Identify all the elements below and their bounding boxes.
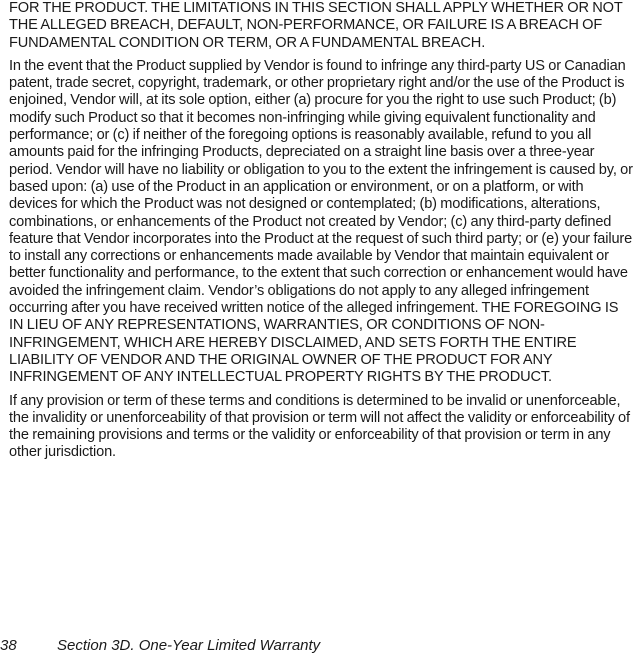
page-footer — [0, 636, 635, 655]
paragraph-limitations-continued: FOR THE PRODUCT. THE LIMITATIONS IN THIS SECTION SHALL APPLY WHETHER OR NOT THE ALLEGED BREACH, DEFAULT, NON-PERFORMANCE, OR FAILURE IS A BREACH OF FUNDAMENTAL CONDITION OR TERM, OR A FUNDAMENTAL BREACH. — [9, 0, 623, 51]
paragraph-severability: If any provision or term of these terms and conditions is determined to be invalid or unenforceable, the invalidity or unenforceability of that provision or term will not affect the validity or enforceability of the remaining provisions and terms or the validity or enforceability of that provision or term in any other jurisdiction. — [9, 392, 630, 461]
document-body — [9, 0, 635, 468]
page-number: 38 — [0, 637, 17, 654]
footer-section-title: Section 3D. One-Year Limited Warranty — [57, 637, 321, 654]
paragraph-infringement: In the event that the Product supplied by Vendor is found to infringe any third-party US or Canadian patent, trade secret, copyright, trademark, or other proprietary right and/or the use of the Product is enjoined, Vendor will, at its sole option, either (a) procure for you the right to use such Product; (b) modify such Product so that it becomes non-infringing while giving equivalent functionality and performance; or (c) if neither of the foregoing options is reasonably available, refund to you all amounts paid for the infringing Products, depreciated on a straight line basis over a three-year period. Vendor will have no liability or obligation to you to the extent the infringement is caused by, or based upon: (a) use of the Product in an application or environment, or on a platform, or with devices for which the Product was not designed or contemplated; (b) modifications, alterations, combinations, or enhancements of the Product not created by Vendor; (c) any third-party defined feature that Vendor incorporates into the Product at the request of such third party; or (e) your failure to install any corrections or enhancements made available by Vendor that maintain equivalent or better functionality and performance, to the extent that such correction or enhancement would have avoided the infringement claim. Vendor’s obligations do not apply to any alleged infringement occurring after you have received written notice of the alleged infringement. THE FOREGOING IS IN LIEU OF ANY REPRESENTATIONS, WARRANTIES, OR CONDITIONS OF NON-INFRINGEMENT, WHICH ARE HEREBY DISCLAIMED, AND SETS FORTH THE ENTIRE LIABILITY OF VENDOR AND THE ORIGINAL OWNER OF THE PRODUCT FOR ANY INFRINGEMENT OF ANY INTELLECTUAL PROPERTY RIGHTS BY THE PRODUCT. — [9, 57, 633, 386]
